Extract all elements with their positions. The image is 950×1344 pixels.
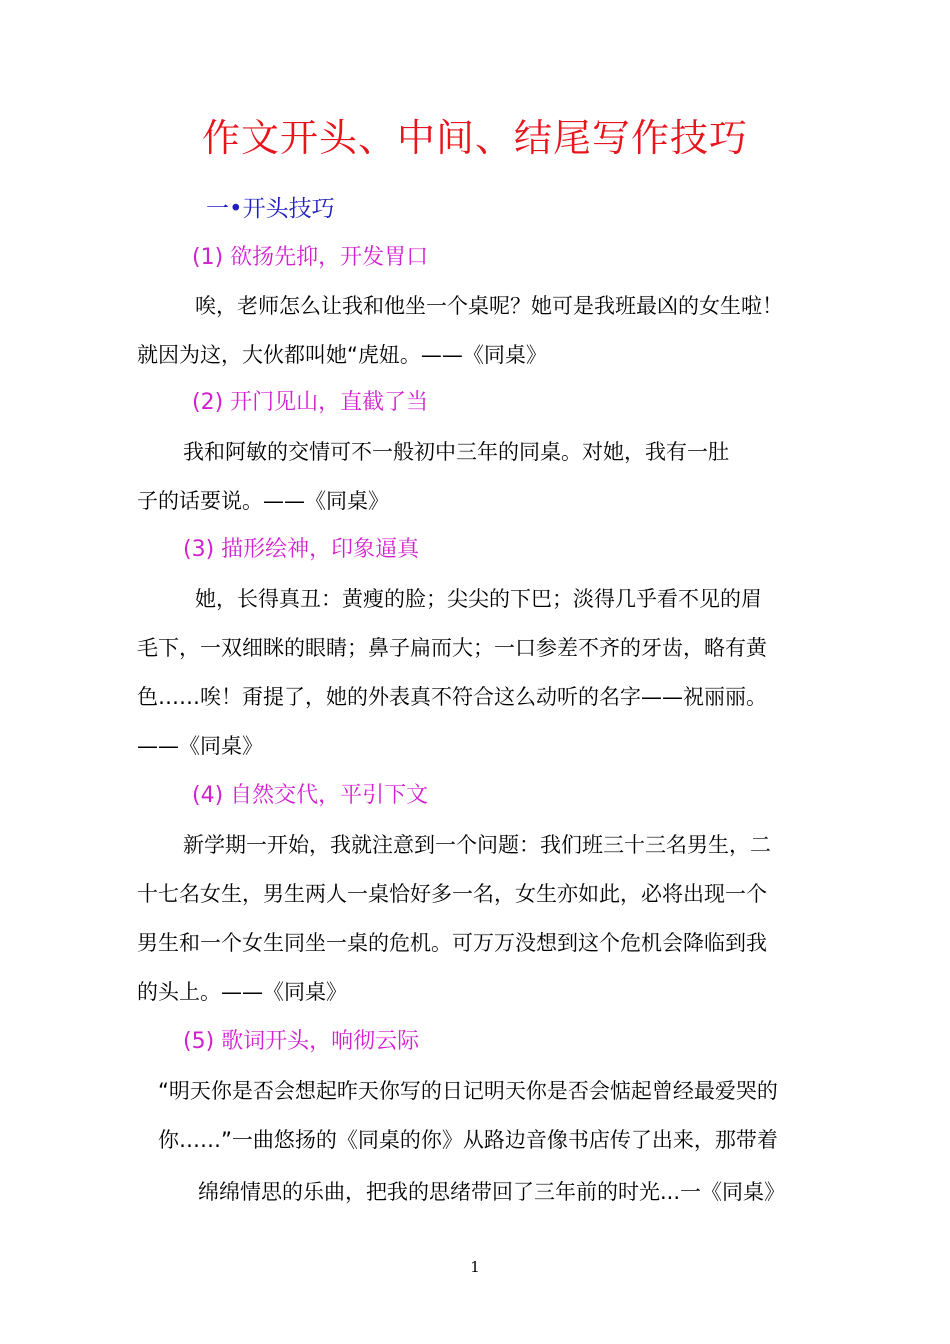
- subsection-heading-2: (2) 开门见山，直截了当: [192, 390, 429, 415]
- paragraph-line: 就因为这，大伙都叫她“虎妞。——《同桌》: [137, 343, 547, 367]
- subsection-heading-4: (4) 自然交代，平引下文: [192, 783, 429, 808]
- page-title: 作文开头、中间、结尾写作技巧: [201, 116, 748, 160]
- paragraph-line: 你……”一曲悠扬的《同桌的你》从路边音像书店传了出来，那带着: [158, 1128, 778, 1152]
- paragraph-line: 新学期一开始，我就注意到一个问题：我们班三十三名男生，二: [183, 833, 771, 857]
- subsection-heading-3: (3) 描形绘神，印象逼真: [183, 537, 420, 562]
- subsection-heading-1: (1) 欲扬先抑，开发胃口: [192, 245, 429, 270]
- subsection-heading-5: (5) 歌词开头，响彻云际: [183, 1029, 420, 1054]
- paragraph-line: 毛下，一双细眯的眼睛；鼻子扁而大；一口参差不齐的牙齿，略有黄: [137, 636, 767, 660]
- page-number: 1: [470, 1258, 480, 1276]
- paragraph-line: 的头上。——《同桌》: [137, 980, 347, 1004]
- paragraph-line: ——《同桌》: [137, 734, 263, 758]
- paragraph-line: 十七名女生，男生两人一桌恰好多一名，女生亦如此，必将出现一个: [137, 882, 767, 906]
- paragraph-line: 我和阿敏的交情可不一般初中三年的同桌。对她，我有一肚: [183, 440, 729, 464]
- paragraph-line: “明天你是否会想起昨天你写的日记明天你是否会惦起曾经最爱哭的: [158, 1079, 778, 1103]
- paragraph-line: 唉，老师怎么让我和他坐一个桌呢？她可是我班最凶的女生啦！: [195, 294, 783, 318]
- paragraph-line: 色……唉！甭提了，她的外表真不符合这么动听的名字——祝丽丽。: [137, 685, 767, 709]
- paragraph-line: 她，长得真丑：黄瘦的脸；尖尖的下巴；淡得几乎看不见的眉: [195, 587, 762, 611]
- paragraph-line: 绵绵情思的乐曲，把我的思绪带回了三年前的时光...一《同桌》: [198, 1180, 786, 1204]
- section-heading: 一•开头技巧: [206, 196, 335, 222]
- paragraph-line: 子的话要说。——《同桌》: [137, 489, 389, 513]
- paragraph-line: 男生和一个女生同坐一桌的危机。可万万没想到这个危机会降临到我: [137, 931, 767, 955]
